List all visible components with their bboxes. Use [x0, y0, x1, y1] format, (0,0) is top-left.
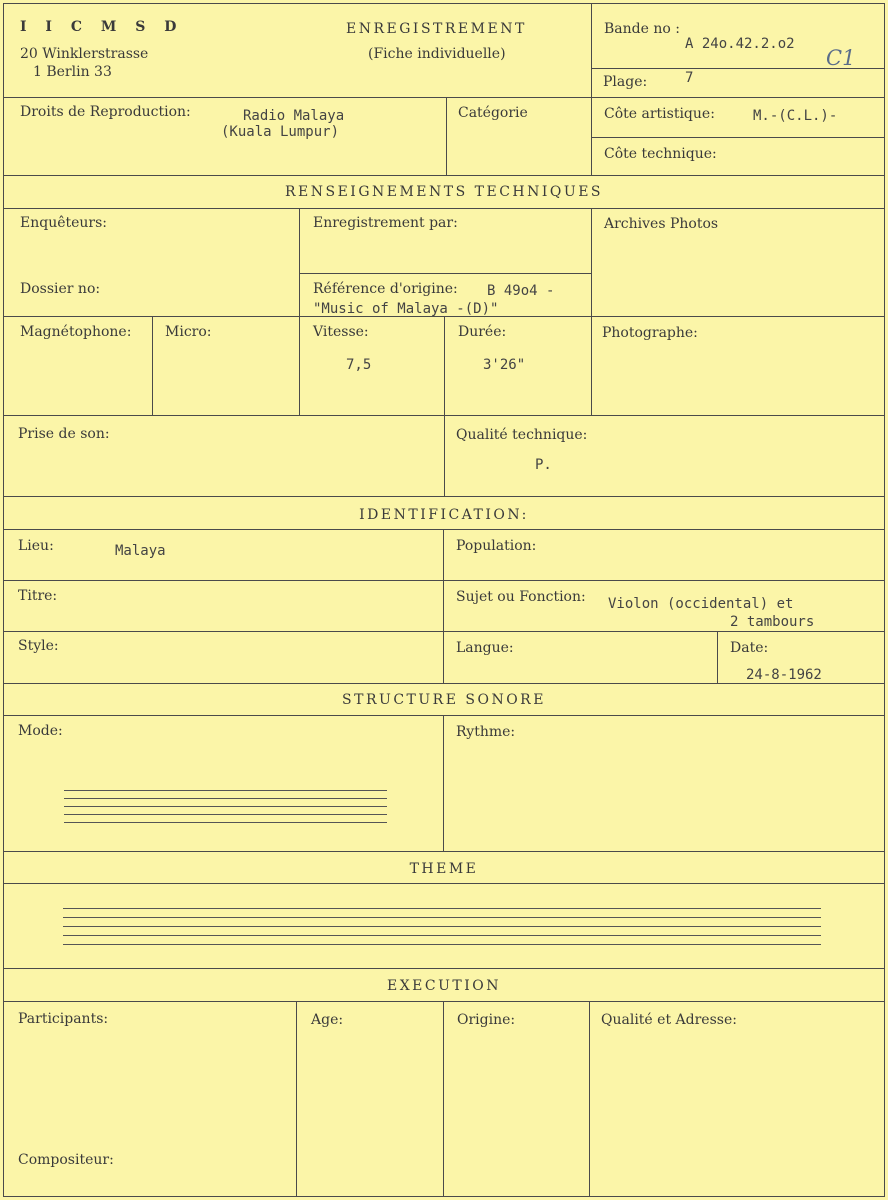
rule-cote: [591, 137, 884, 138]
enregistrement-par-label: Enregistrement par:: [313, 215, 458, 231]
border-bottom: [3, 1196, 884, 1197]
style-label: Style:: [18, 638, 59, 654]
rule-rights-bottom: [3, 175, 884, 176]
col-categorie: [446, 97, 447, 175]
qualite-technique-label: Qualité technique:: [456, 427, 588, 443]
date-label: Date:: [730, 640, 769, 656]
bande-label: Bande no :: [604, 21, 680, 37]
micro-label: Micro:: [165, 324, 212, 340]
section-execution: EXECUTION: [386, 978, 501, 994]
categorie-label: Catégorie: [458, 105, 528, 121]
population-label: Population:: [456, 538, 537, 554]
dossier-label: Dossier no:: [20, 281, 101, 297]
qualite-technique-value: P.: [535, 457, 552, 473]
plage-value: 7: [685, 70, 694, 86]
cote-artistique-value: M.-(C.L.)-: [753, 108, 838, 124]
droits-value-line2: (Kuala Lumpur): [221, 124, 340, 140]
bande-handwritten: C1: [826, 46, 856, 70]
rule-header-bottom: [3, 97, 884, 98]
rule-tech-title: [3, 208, 884, 209]
archives-photos-label: Archives Photos: [604, 216, 719, 232]
border-top: [3, 3, 884, 4]
magnetophone-label: Magnétophone:: [20, 324, 132, 340]
address-line1: 20 Winklerstrasse: [20, 46, 149, 62]
rule-enregistrement: [299, 273, 591, 274]
age-label: Age:: [311, 1012, 344, 1028]
rule-theme-bottom: [3, 968, 884, 969]
qualite-adresse-label: Qualité et Adresse:: [601, 1012, 737, 1028]
col-enregistrement: [299, 208, 300, 415]
section-structure-sonore: STRUCTURE SONORE: [342, 692, 546, 708]
langue-label: Langue:: [456, 640, 514, 656]
enqueteurs-label: Enquêteurs:: [20, 215, 108, 231]
sujet-value2: 2 tambours: [730, 614, 815, 630]
sujet-label: Sujet ou Fonction:: [456, 589, 586, 605]
rule-prise-bottom: [3, 496, 884, 497]
col-population: [443, 529, 444, 683]
droits-value-line1: Radio Malaya: [243, 108, 345, 124]
reference-value1: B 49o4 -: [487, 283, 555, 299]
form-title: ENREGISTREMENT: [346, 21, 527, 37]
rule-style-bottom: [3, 683, 884, 684]
col-rythme: [443, 715, 444, 851]
border-left: [3, 3, 4, 1197]
lieu-label: Lieu:: [18, 538, 54, 554]
col-bande: [591, 3, 592, 175]
bande-value: A 24o.42.2.o2: [685, 36, 795, 52]
address-line2: 1 Berlin 33: [33, 64, 112, 80]
rule-mode-bottom: [3, 851, 884, 852]
org-logo: I I C M S D: [20, 19, 184, 35]
origine-label: Origine:: [457, 1012, 516, 1028]
section-renseignements-techniques: RENSEIGNEMENTS TECHNIQUES: [284, 184, 604, 200]
form-subtitle: (Fiche individuelle): [368, 46, 506, 62]
plage-label: Plage:: [603, 74, 648, 90]
border-right: [884, 3, 885, 1197]
col-archives: [591, 208, 592, 415]
col-date: [717, 631, 718, 683]
vitesse-label: Vitesse:: [313, 324, 369, 340]
duree-label: Durée:: [458, 324, 507, 340]
mode-label: Mode:: [18, 723, 63, 739]
col-micro: [152, 316, 153, 415]
duree-value: 3'26": [483, 357, 526, 373]
droits-label: Droits de Reproduction:: [20, 104, 191, 120]
col-duree: [444, 316, 445, 496]
rythme-label: Rythme:: [456, 724, 516, 740]
cote-technique-label: Côte technique:: [604, 146, 717, 162]
section-theme: THEME: [409, 861, 479, 877]
date-value: 24-8-1962: [746, 667, 822, 683]
sujet-value1: Violon (occidental) et: [608, 596, 794, 612]
col-age: [296, 1001, 297, 1196]
rule-theme-title: [3, 883, 884, 884]
participants-label: Participants:: [18, 1011, 109, 1027]
vitesse-value: 7,5: [346, 357, 372, 373]
section-identification: IDENTIFICATION:: [359, 507, 529, 523]
prise-de-son-label: Prise de son:: [18, 426, 110, 442]
col-origine: [443, 1001, 444, 1196]
compositeur-label: Compositeur:: [18, 1152, 114, 1168]
photographe-label: Photographe:: [602, 325, 698, 341]
titre-label: Titre:: [18, 588, 58, 604]
col-qualite-adresse: [589, 1001, 590, 1196]
lieu-value: Malaya: [115, 543, 166, 559]
reference-value2: "Music of Malaya -(D)": [313, 301, 499, 317]
reference-label: Référence d'origine:: [313, 281, 458, 297]
cote-artistique-label: Côte artistique:: [604, 106, 715, 122]
